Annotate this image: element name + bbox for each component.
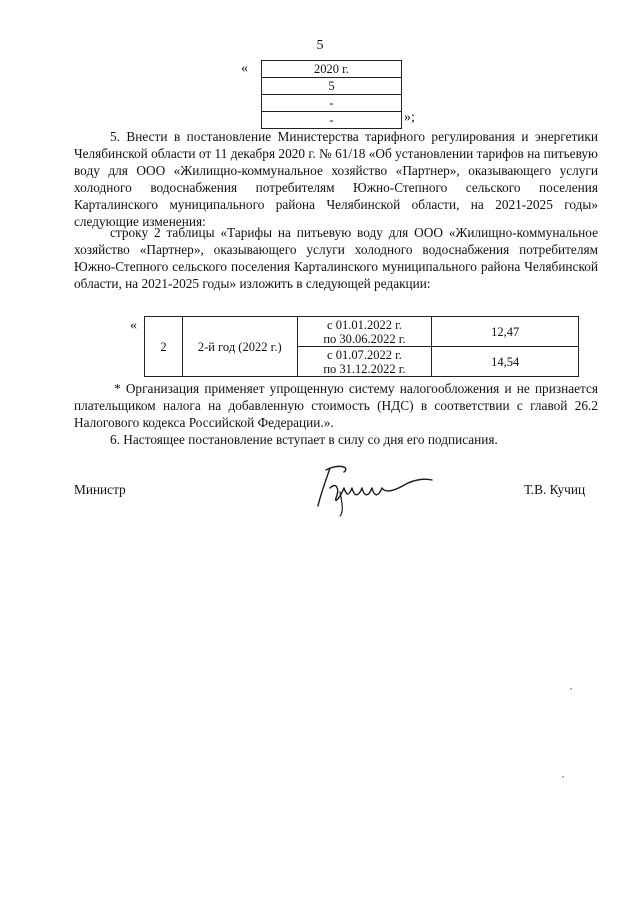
tariff-table-open-quote: « [130, 318, 137, 333]
top-table-cell: - [262, 95, 402, 112]
signature-position: Министр [74, 482, 126, 497]
tariff-table [144, 316, 579, 377]
period-cell [297, 317, 432, 347]
top-table [261, 60, 402, 129]
item-5-change: строку 2 таблицы «Тарифы на питьевую воду для ООО «Жилищно-коммунальное хозяйство «Партнер», оказывающего услуги холодного водоснабжения потребителям Южно-Степного сельского поселения Карталинского муниципального района Челябинской области, на 2021-2025 годы» изложить в следующей редакции: [74, 225, 598, 291]
scan-speck [570, 688, 572, 690]
top-table-cell: - [262, 112, 402, 129]
period-to: по 31.12.2022 г. [323, 361, 406, 376]
handwritten-signature [296, 458, 436, 518]
top-table-cell: 2020 г. [262, 61, 402, 78]
period-from: с 01.01.2022 г. [327, 317, 402, 332]
row-number-cell: 2 [145, 317, 183, 377]
item-6: 6. Настоящее постановление вступает в силу со дня его подписания. [110, 432, 498, 447]
signature-name: Т.В. Кучиц [524, 482, 586, 497]
scan-speck [562, 776, 564, 778]
item-5-intro: 5. Внести в постановление Министерства тарифного регулирования и энергетики Челябинской области от 11 декабря 2020 г. № 61/18 «Об установлении тарифов на питьевую воду для ООО «Жилищно-коммунальное хозяйство «Партнер», оказывающего услуги холодного водоснабжения потребителям Южно-Степного сельского поселения Карталинского муниципального района Челябинской области, на 2021-2025 годы» следующие изменения: [74, 129, 598, 229]
tariff-value-cell: 12,47 [432, 317, 579, 347]
top-table-cell: 5 [262, 78, 402, 95]
period-to: по 30.06.2022 г. [323, 331, 406, 346]
footnote: * Организация применяет упрощенную систему налогообложения и не признается плательщиком налога на добавленную стоимость (НДС) в соответствии с главой 26.2 Налогового кодекса Российской Федерации.». [74, 381, 598, 430]
top-table-close-quote: »; [404, 110, 415, 125]
year-cell: 2-й год (2022 г.) [182, 317, 297, 377]
period-from: с 01.07.2022 г. [327, 347, 402, 362]
tariff-value-cell: 14,54 [432, 347, 579, 377]
top-table-open-quote: « [241, 61, 248, 76]
period-cell [297, 347, 432, 377]
page-number: 5 [316, 38, 324, 53]
